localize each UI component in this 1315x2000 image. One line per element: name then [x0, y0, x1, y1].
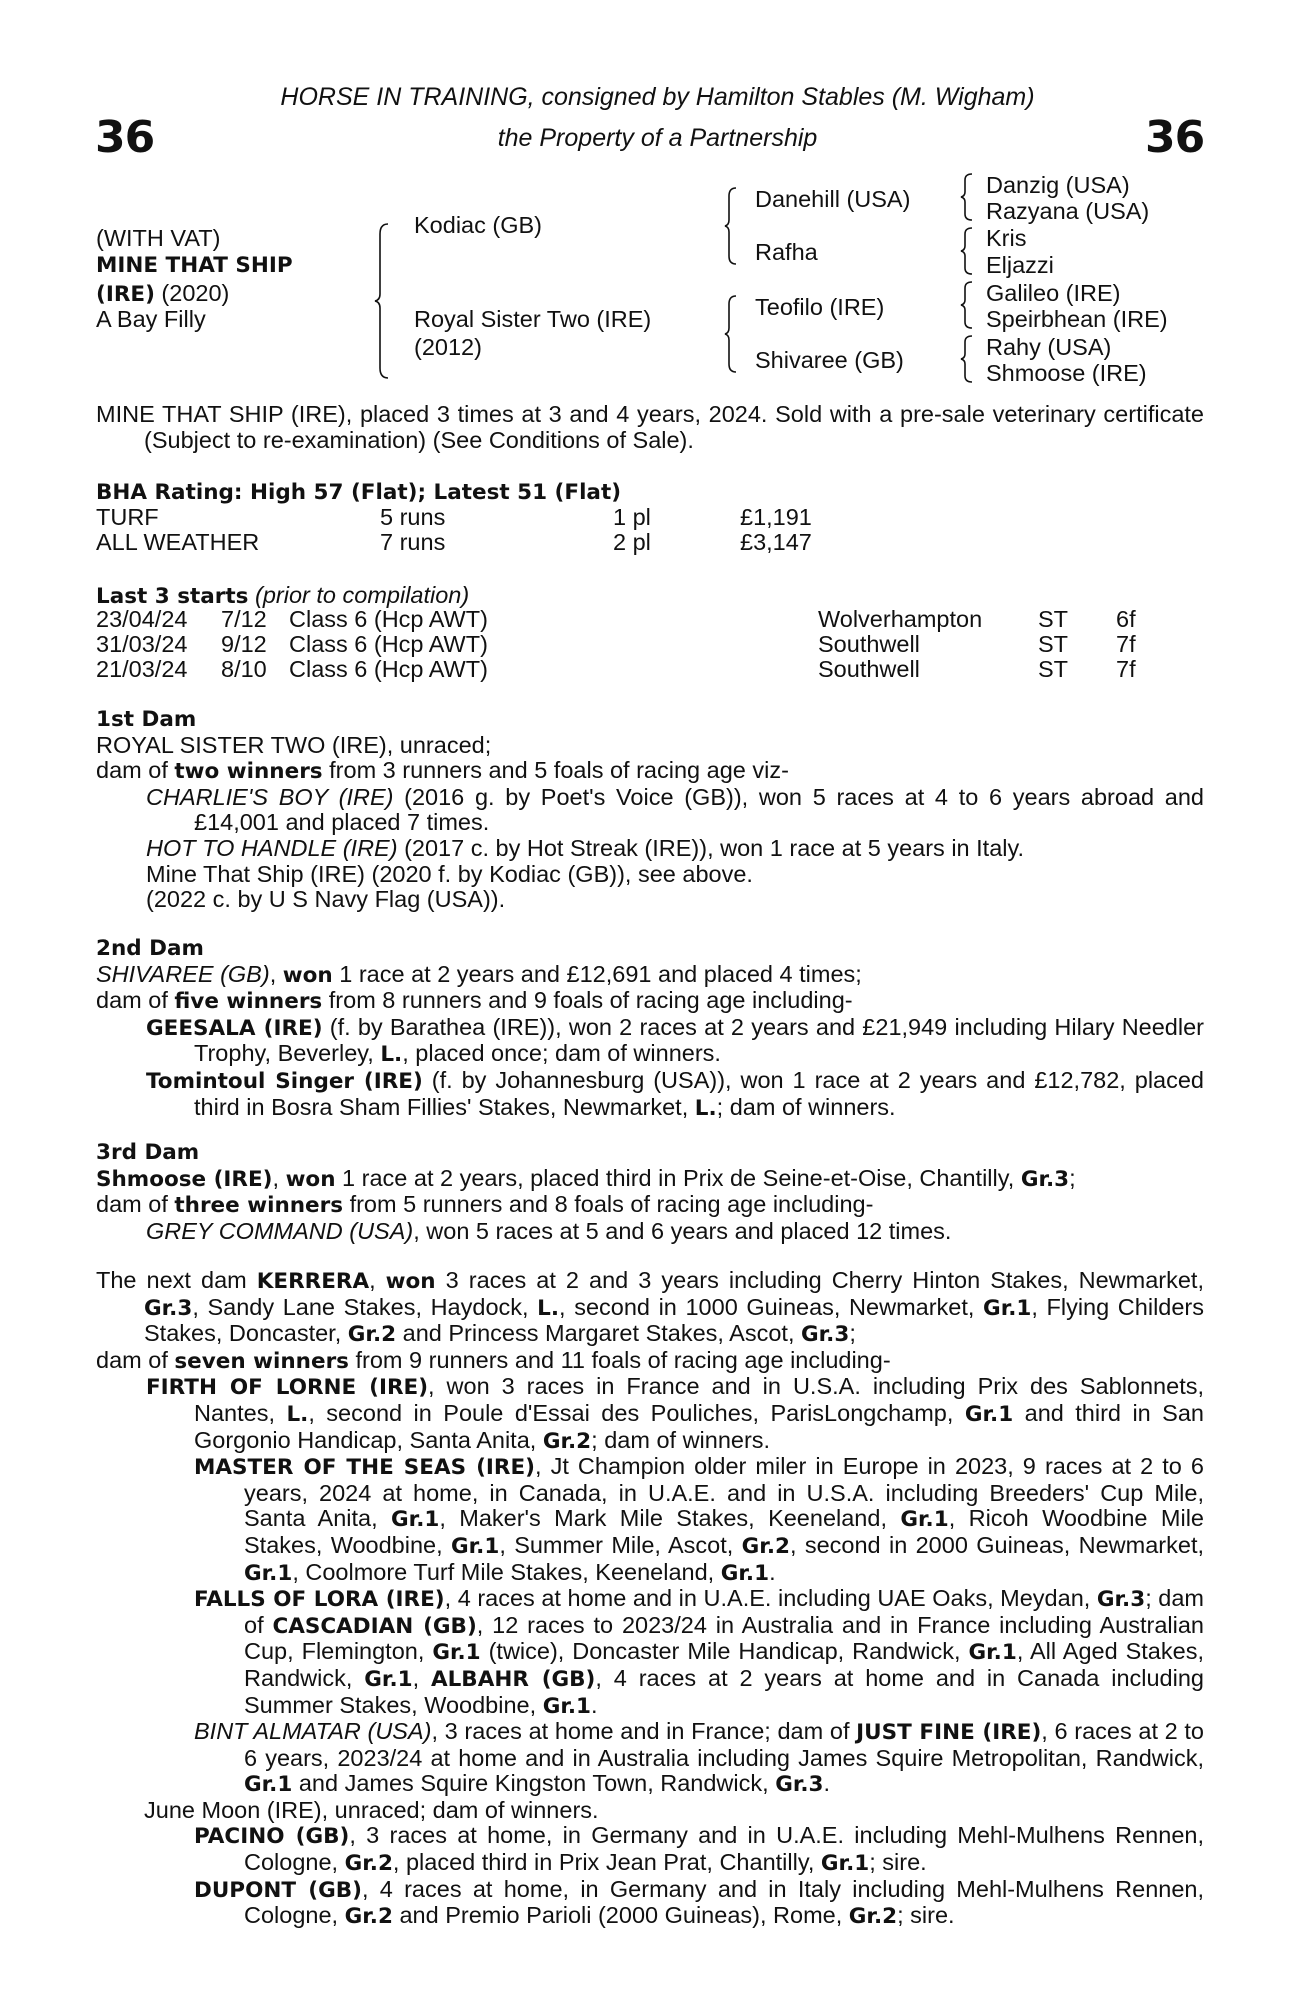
start-2-date: 31/03/24: [96, 631, 188, 657]
pedigree-dam-year: (2012): [414, 334, 482, 360]
start-1-course: Wolverhampton: [818, 606, 983, 632]
first-dam-progeny-3: Mine That Ship (IRE) (2020 f. by Kodiac (GB)), see above.: [146, 860, 753, 887]
horse-origin-year: [96, 280, 229, 308]
pedigree-brace-danehill: [960, 172, 974, 222]
horse-origin: (IRE): [96, 282, 155, 307]
start-1-going: ST: [1038, 606, 1069, 632]
rating-row-turf-placed: 1 pl: [613, 504, 651, 530]
pedigree-brace-teofilo: [960, 280, 974, 330]
pedigree-gen2-4: Shivaree (GB): [755, 347, 904, 373]
lot-number-right: 36: [1145, 112, 1205, 163]
pedigree-gen3-2: Razyana (USA): [986, 198, 1150, 224]
pedigree-gen3-3: Kris: [986, 225, 1027, 251]
first-dam-section: [96, 707, 1204, 913]
rating-row-aw-placed: 2 pl: [613, 529, 651, 555]
rating-row-aw-prize: £3,147: [740, 529, 812, 555]
start-2-pos: 9/12: [221, 631, 267, 657]
header-consignor: HORSE IN TRAINING, consigned by Hamilton Stables (M. Wigham): [280, 83, 1035, 111]
pedigree-gen3-1: Danzig (USA): [986, 172, 1130, 198]
summary-paragraph: [96, 402, 1204, 453]
pedigree-dam: Royal Sister Two (IRE): [414, 306, 652, 332]
next-dam-progeny-bint: BINT ALMATAR (USA), 3 races at home and in France; dam of JUST FINE (IRE), 6 races at 2 to 6 years, 2023/24 at home and in Australia including James Squire Metropolitan, Randwick, Gr.1 and James Squire Kingston Town, Randwick, Gr.3.: [194, 1718, 1204, 1798]
first-dam-progeny-2: HOT TO HANDLE (IRE) (2017 c. by Hot Streak (IRE)), won 1 race at 5 years in Italy.: [146, 834, 1025, 861]
vat-note: (WITH VAT): [96, 225, 221, 251]
lot-number-left: 36: [95, 112, 155, 163]
second-dam-heading: 2nd Dam: [96, 936, 204, 961]
next-dam-produce-line: dam of seven winners from 9 runners and 11 foals of racing age including-: [96, 1346, 891, 1374]
first-dam-progeny-1: CHARLIE'S BOY (IRE) (2016 g. by Poet's Voice (GB)), won 5 races at 4 to 6 years abroad and £14,001 and placed 7 times.: [146, 783, 1205, 836]
next-dam-progeny-firth: FIRTH OF LORNE (IRE), won 3 races in France and in U.S.A. including Prix des Sablonnets, Nantes, L., second in Poule d'Essai des Pouliches, ParisLongchamp, Gr.1 and third in San Gorgonio Handicap, Santa Anita, Gr.2; dam of winners.: [146, 1373, 1204, 1454]
last-starts-note: (prior to compilation): [255, 582, 470, 608]
start-2-dist: 7f: [1116, 631, 1136, 657]
pedigree-gen3-6: Speirbhean (IRE): [986, 306, 1168, 332]
third-dam-produce-line: dam of three winners from 5 runners and 8 foals of racing age including-: [96, 1191, 874, 1219]
start-3-dist: 7f: [1116, 656, 1136, 682]
start-1-date: 23/04/24: [96, 606, 188, 632]
first-dam-progeny-4: (2022 c. by U S Navy Flag (USA)).: [146, 886, 506, 913]
start-3-race: Class 6 (Hcp AWT): [289, 656, 488, 682]
pedigree-gen2-2: Rafha: [755, 239, 818, 265]
second-dam-progeny-1: GEESALA (IRE) (f. by Barathea (IRE)), won 2 races at 2 years and £21,949 including Hilary Needler Trophy, Beverley, L., placed once; dam of winners.: [146, 1013, 1204, 1068]
pedigree-sire: Kodiac (GB): [414, 212, 542, 238]
start-2-going: ST: [1038, 631, 1069, 657]
next-dam-section: [96, 1268, 1204, 1930]
next-dam-progeny-master: MASTER OF THE SEAS (IRE), Jt Champion older miler in Europe in 2023, 9 races at 2 to 6 years, 2024 at home, in Canada, in U.A.E. and in U.S.A. including Breeders' Cup Mile, Santa Anita, Gr.1, Maker's Mark Mile Stakes, Keeneland, Gr.1, Ricoh Woodbine Mile Stakes, Woodbine, Gr.1, Summer Mile, Ascot, Gr.2, second in 2000 Guineas, Newmarket, Gr.1, Coolmore Turf Mile Stakes, Keeneland, Gr.1.: [194, 1453, 1204, 1586]
second-dam-section: [96, 936, 1204, 1121]
horse-name: MINE THAT SHIP: [96, 253, 293, 278]
next-dam-progeny-pacino: PACINO (GB), 3 races at home, in Germany and in U.A.E. including Mehl-Mulhens Rennen, Cologne, Gr.2, placed third in Prix Jean Prat, Chantilly, Gr.1; sire.: [194, 1822, 1204, 1877]
pedigree-gen2-1: Danehill (USA): [755, 186, 911, 212]
pedigree-brace-main: [374, 222, 390, 380]
start-1-race: Class 6 (Hcp AWT): [289, 606, 488, 632]
next-dam-progeny-june: June Moon (IRE), unraced; dam of winners.: [144, 1796, 599, 1823]
pedigree-gen2-3: Teofilo (IRE): [755, 294, 885, 320]
start-3-course: Southwell: [818, 656, 920, 682]
start-3-going: ST: [1038, 656, 1069, 682]
rating-row-aw-runs: 7 runs: [380, 529, 446, 555]
start-2-race: Class 6 (Hcp AWT): [289, 631, 488, 657]
first-dam-produce-line: dam of two winners from 3 runners and 5 foals of racing age viz-: [96, 757, 789, 785]
start-1-pos: 7/12: [221, 606, 267, 632]
pedigree-brace-dam: [724, 294, 738, 374]
summary-text: MINE THAT SHIP (IRE), placed 3 times at 3 and 4 years, 2024. Sold with a pre-sale veterinary certificate (Subject to re-examination) (See Conditions of Sale).: [96, 401, 1204, 453]
pedigree-gen3-7: Rahy (USA): [986, 334, 1112, 360]
rating-row-turf-runs: 5 runs: [380, 504, 446, 530]
horse-description: A Bay Filly: [96, 306, 206, 332]
header-property: the Property of a Partnership: [497, 124, 818, 152]
second-dam-progeny-2: Tomintoul Singer (IRE) (f. by Johannesburg (USA)), won 1 race at 2 years and £12,782, placed third in Bosra Sham Fillies' Stakes, Newmarket, L.; dam of winners.: [146, 1066, 1204, 1121]
pedigree-gen3-4: Eljazzi: [986, 252, 1054, 278]
rating-row-aw-surface: ALL WEATHER: [96, 529, 260, 555]
pedigree-gen3-5: Galileo (IRE): [986, 280, 1121, 306]
rating-heading: BHA Rating: High 57 (Flat); Latest 51 (Flat): [96, 480, 622, 505]
last-starts-title: Last 3 starts: [96, 584, 249, 609]
start-3-date: 21/03/24: [96, 656, 188, 682]
horse-year: (2020): [154, 280, 230, 306]
pedigree-gen3-8: Shmoose (IRE): [986, 360, 1147, 386]
third-dam-heading: 3rd Dam: [96, 1140, 200, 1165]
rating-row-turf-prize: £1,191: [740, 504, 812, 530]
pedigree-brace-shivaree: [960, 334, 974, 384]
next-dam-line: The next dam KERRERA, won 3 races at 2 and 3 years including Cherry Hinton Stakes, Newmarket, Gr.3, Sandy Lane Stakes, Haydock, L., second in 1000 Guineas, Newmarket, Gr.1, Flying Childers Stakes, Doncaster, Gr.2 and Princess Margaret Stakes, Ascot, Gr.3;: [96, 1267, 1205, 1348]
rating-row-turf-surface: TURF: [96, 504, 159, 530]
third-dam-progeny-1: GREY COMMAND (USA), won 5 races at 5 and 6 years and placed 12 times.: [146, 1217, 952, 1244]
second-dam-produce-line: dam of five winners from 8 runners and 9 foals of racing age including-: [96, 987, 853, 1015]
first-dam-heading: 1st Dam: [96, 707, 197, 732]
third-dam-line: Shmoose (IRE), won 1 race at 2 years, placed third in Prix de Seine-et-Oise, Chantilly, Gr.3;: [96, 1164, 1076, 1192]
start-2-course: Southwell: [818, 631, 920, 657]
next-dam-progeny-dupont: DUPONT (GB), 4 races at home, in Germany and in Italy including Mehl-Mulhens Rennen, Cologne, Gr.2 and Premio Parioli (2000 Guineas), Rome, Gr.2; sire.: [194, 1875, 1205, 1930]
last-starts-heading: [96, 582, 469, 609]
start-3-pos: 8/10: [221, 656, 267, 682]
third-dam-section: [96, 1140, 1204, 1244]
first-dam-line: ROYAL SISTER TWO (IRE), unraced;: [96, 731, 492, 758]
next-dam-progeny-falls: FALLS OF LORA (IRE), 4 races at home and in U.A.E. including UAE Oaks, Meydan, Gr.3; dam of CASCADIAN (GB), 12 races to 2023/24 in Australia and in France including Australian Cup, Flemington, Gr.1 (twice), Doncaster Mile Handicap, Randwick, Gr.1, All Aged Stakes, Randwick, Gr.1, ALBAHR (GB), 4 races at 2 years at home and in Canada including Summer Stakes, Woodbine, Gr.1.: [194, 1585, 1205, 1719]
second-dam-line: SHIVAREE (GB), won 1 race at 2 years and £12,691 and placed 4 times;: [96, 960, 862, 988]
start-1-dist: 6f: [1116, 606, 1136, 632]
pedigree-brace-rafha: [960, 226, 974, 276]
pedigree-brace-sire: [724, 186, 738, 266]
